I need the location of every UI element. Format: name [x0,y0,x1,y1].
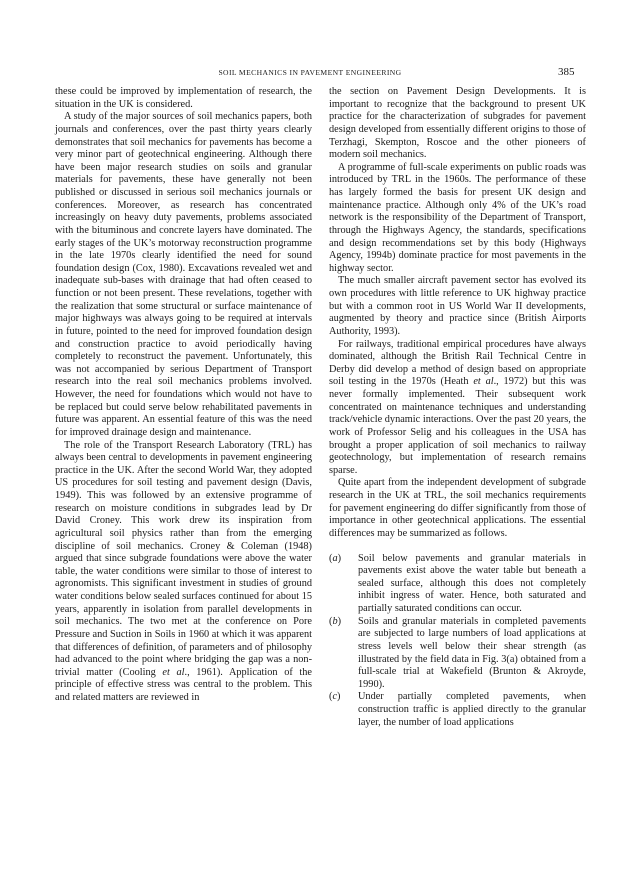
list-item-text: Under partially completed pavements, when construction traffic is applied directly to the granular layer, the number of load applications [358,691,586,728]
list-item-text: Soils and granular materials in completed pavements are subjected to large numbers of load applications at stress levels well below their shear strength (as illustrated by the field data in Fig. 3(a) obtained from a full-scale trial at Wakefield (Brunton & Akroyde, 1990). [358,615,586,690]
left-column [55,86,312,705]
paragraph: these could be improved by implementation of research, the situation in the UK is considered. [55,86,312,110]
paragraph [329,339,586,478]
paragraph-text: The role of the Transport Research Laboratory (TRL) has always been central to developments in pavement engineering practice in the UK. After the second World War, they adopted US procedures for soil testing and pavement design (Davis, 1949). This was followed by an extensive programme of research on moisture conditions in subgrades lead by Dr David Croney. This work drew its inspiration from agricultural soil physics rather than from the emerging discipline of soil mechanics. Croney & Coleman (1948) argued that since subgrade foundations were above the water table, the water conditions were similar to those of interest to agronomists. This significant investment in studies of ground water conditions below sealed surfaces continued for about 15 years, apparently in isolation from parallel developments in soil mechanics. The two met at the conference on Pore Pressure and Suction in Soils in 1960 at which it was apparent that differences of definition, of parameters and of philosophy had advanced to the point where bridging the gap was a non-trivial matter (Cooling [55,439,312,678]
running-title: SOIL MECHANICS IN PAVEMENT ENGINEERING [218,68,402,77]
list-item-label: (b) [329,615,342,627]
running-header [0,66,638,80]
right-column [329,86,586,729]
page-number: 385 [558,66,575,78]
list-item-label: (a) [329,552,342,564]
list-item [329,691,586,729]
paragraph: the section on Pavement Design Developments. It is important to recognize that the background to present UK practice for the characterization of subgrades for pavement design developed from essentially different origins to those of Terzhagi, Skempton, Roscoe and the other pioneers of modern soil mechanics. [329,86,586,161]
list-item-label: (c) [329,691,341,703]
paragraph [55,440,312,705]
citation-etal: et al [162,666,185,678]
paragraph-text: ., 1961). Application of the principle of effective stress was central to the problem. This and related matters are reviewed in [55,666,312,703]
paragraph-text: For railways, traditional empirical procedures have always dominated, although the British Rail Technical Centre in Derby did develop a method of design based on appropriate soil testing in the 1970s (Heath [329,338,586,388]
list-item [329,616,586,692]
list-item-text: Soil below pavements and granular materials in pavements exist above the water table but beneath a sealed surface, although this does not completely inhibit ingress of water. Hence, both saturated and partially saturated conditions can occur. [358,552,586,614]
paragraph: A programme of full-scale experiments on public roads was introduced by TRL in the 1960s. The performance of these has largely formed the basis for present UK design and maintenance practice. Although only 4% of the UK’s road network is the responsibility of the Department of Transport, through the Highways Agency, the standards, specifications and design recommendations set by this body (Highways Agency, 1994b) dominate practice for most pavements in the highway sector. [329,161,586,274]
citation-etal: et al [473,376,494,388]
paragraph: A study of the major sources of soil mechanics papers, both journals and conferences, over the past thirty years clearly demonstrates that soil mechanics for pavements has become a very minor part of geotechnical engineering. Although there have been major research studies on soils and granular materials for pavements, these have generally not been published or discussed in serious soil mechanics journals or conferences. Moreover, as research has concentrated increasingly on heavy duty pavements, problems associated with the bituminous and concrete layers have dominated. The early stages of the UK’s motorway reconstruction programme in the late 1970s clearly identified the need for sound foundation design (Cox, 1980). Excavations revealed wet and inadequate sub-bases with drainage that had often ceased to function or not been present. These revelations, together with the realization that some structural or surface maintenance of major highways was always going to be required at intervals in future, pointed to the need for improved foundation design and construction practice to avoid periodically having completely to reconstruct the pavement. Unfortunately, this was not accompanied by serious Department of Transport research into the real soil mechanics problems involved. However, the need for foundations which would not have to be replaced but could serve below rehabilitated pavements in future was apparent. An essential feature of this was the need for improved drainage design and maintenance. [55,111,312,438]
paragraph: The much smaller aircraft pavement sector has evolved its own procedures with little reference to UK highway practice but with a common root in US World War II developments, augmented by theory and practice since (British Airports Authority, 1993). [329,275,586,337]
paragraph: Quite apart from the independent development of subgrade research in the UK at TRL, the soil mechanics requirements for pavement engineering do differ significantly from those of importance in other geotechnical applications. The essential differences may be summarized as follows. [329,477,586,539]
paragraph-text: ., 1972) but this was never formally implemented. Their subsequent work concentrated on maintenance techniques and understanding track/vehicle dynamic interactions. Over the past 20 years, the work of Professor Selig and his colleagues in the USA has brought a proper application of soil mechanics to railway geotechnology, but implementation of research remains sparse. [329,376,587,476]
list-item [329,553,586,616]
